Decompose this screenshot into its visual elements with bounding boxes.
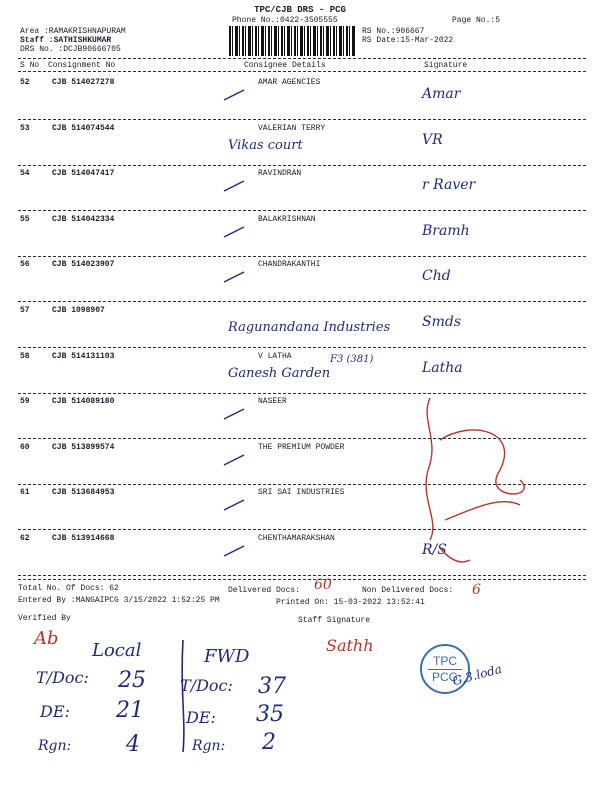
- row-sno: 58: [20, 351, 30, 361]
- row-signature: R/S: [422, 542, 447, 558]
- staff-signature-label: Staff Signature: [298, 616, 371, 625]
- row-signature: Amar: [422, 86, 461, 102]
- non-delivered-hand: 6: [472, 582, 481, 598]
- delivered-docs-label: Delivered Docs:: [228, 586, 301, 595]
- row-consignee: SRI SAI INDUSTRIES: [258, 488, 345, 498]
- summary-fwd-tdoc: 37: [258, 674, 286, 699]
- row-sno: 59: [20, 397, 30, 407]
- row-sno: 55: [20, 214, 30, 224]
- row-consignment-no: CJB 514074544: [52, 123, 115, 133]
- row-consignment-no: CJB 514047417: [52, 169, 115, 179]
- row-consignee: NASEER: [258, 397, 287, 407]
- row-consignment-no: CJB 1098907: [52, 306, 105, 315]
- row-consignee: V LATHA: [258, 351, 292, 361]
- row-sno: 53: [20, 123, 30, 133]
- row-signature: r Raver: [422, 177, 476, 194]
- row-signature: Smds: [422, 314, 462, 330]
- row-consignee: BALAKRISHNAN: [258, 214, 316, 224]
- col-header-signature: Signature: [424, 61, 468, 70]
- col-header-consignee: Consignee Details: [244, 61, 326, 70]
- summary-local-tdoc-label: T/Doc:: [36, 668, 89, 687]
- total-docs: Total No. Of Docs: 62: [18, 584, 119, 593]
- staff-label: Staff :SATHISHKUMAR: [20, 36, 112, 45]
- row-signature: Latha: [422, 359, 463, 376]
- row-signature: Chd: [422, 268, 451, 285]
- row-handwritten-note-secondary: F3 (381): [330, 353, 374, 365]
- rs-number: RS No.:906667: [362, 27, 425, 36]
- area-label: Area :RAMAKRISHNAPURAM: [20, 27, 126, 36]
- row-consignment-no: CJB 514023907: [52, 260, 115, 270]
- summary-local-heading: Local: [92, 640, 142, 661]
- summary-fwd-tdoc-label: T/Doc:: [180, 676, 233, 695]
- row-consignment-no: CJB 513684953: [52, 488, 115, 498]
- col-header-consignment: Consignment No: [48, 61, 116, 70]
- summary-local-de-label: DE:: [40, 702, 70, 721]
- summary-fwd-de-label: DE:: [186, 708, 216, 727]
- col-header-sno: S No: [20, 61, 40, 70]
- row-consignee: CHANDRAKANTHI: [258, 260, 321, 270]
- row-sno: 54: [20, 169, 30, 179]
- summary-local-tdoc: 25: [118, 668, 146, 693]
- row-sno: 60: [20, 442, 30, 452]
- stamp-text-top: TPC: [433, 654, 457, 668]
- row-handwritten-note: Ganesh Garden: [228, 365, 331, 381]
- row-consignment-no: CJB 514089180: [52, 397, 115, 407]
- summary-fwd-de: 35: [256, 702, 284, 727]
- row-consignment-no: CJB 513899574: [52, 442, 115, 452]
- row-consignment-no: CJB 514027278: [52, 78, 115, 87]
- row-signature: Bramh: [422, 222, 470, 239]
- stamp-signature: G.3.loda: [451, 661, 504, 689]
- summary-local-rgn-label: Rgn:: [38, 738, 72, 754]
- rs-date: RS Date:15-Mar-2022: [362, 36, 454, 45]
- entered-by: Entered By :MANGAIPCG 3/15/2022 1:52:25 PM: [18, 596, 220, 605]
- verified-by-label: Verified By: [18, 614, 71, 623]
- row-consignee: RAVINDRAN: [258, 169, 302, 179]
- row-consignee: THE PREMIUM POWDER: [258, 442, 345, 452]
- delivered-docs-hand: 60: [314, 577, 332, 593]
- row-signature: VR: [422, 131, 443, 148]
- row-consignee: VALERIAN TERRY: [258, 123, 326, 133]
- summary-fwd-rgn-label: Rgn:: [192, 738, 226, 754]
- drs-number: DRS No. :DCJB90666705: [20, 45, 121, 54]
- summary-fwd-rgn: 2: [262, 730, 276, 755]
- row-sno: 52: [20, 78, 30, 87]
- row-sno: 61: [20, 488, 30, 498]
- row-handwritten-note: Vikas court: [228, 137, 303, 153]
- row-sno: 56: [20, 260, 30, 270]
- row-consignment-no: CJB 513914668: [52, 534, 115, 543]
- row-sno: 62: [20, 534, 30, 543]
- staff-signature: Sathh: [326, 636, 374, 655]
- summary-local-de: 21: [116, 698, 144, 723]
- document-title: TPC/CJB DRS - PCG: [254, 5, 346, 15]
- page-number: Page No.:5: [452, 16, 501, 25]
- row-handwritten-note: Ragunandana Industries: [228, 320, 391, 335]
- phone-number: Phone No.:0422-3505555: [232, 16, 338, 25]
- verifier-signature: Ab: [34, 628, 59, 649]
- row-consignment-no: CJB 514131103: [52, 351, 115, 361]
- row-sno: 57: [20, 306, 30, 315]
- summary-local-rgn: 4: [126, 732, 140, 757]
- stamp-text-bottom: PCG: [431, 670, 458, 684]
- row-consignee: CHENTHAMARAKSHAN: [258, 534, 335, 543]
- summary-fwd-heading: FWD: [204, 646, 250, 667]
- printed-on: Printed On: 15-03-2022 13:52:41: [276, 598, 425, 607]
- non-delivered-label: Non Delivered Docs:: [362, 586, 454, 595]
- row-consignee: AMAR AGENCIES: [258, 78, 321, 87]
- row-consignment-no: CJB 514042334: [52, 214, 115, 224]
